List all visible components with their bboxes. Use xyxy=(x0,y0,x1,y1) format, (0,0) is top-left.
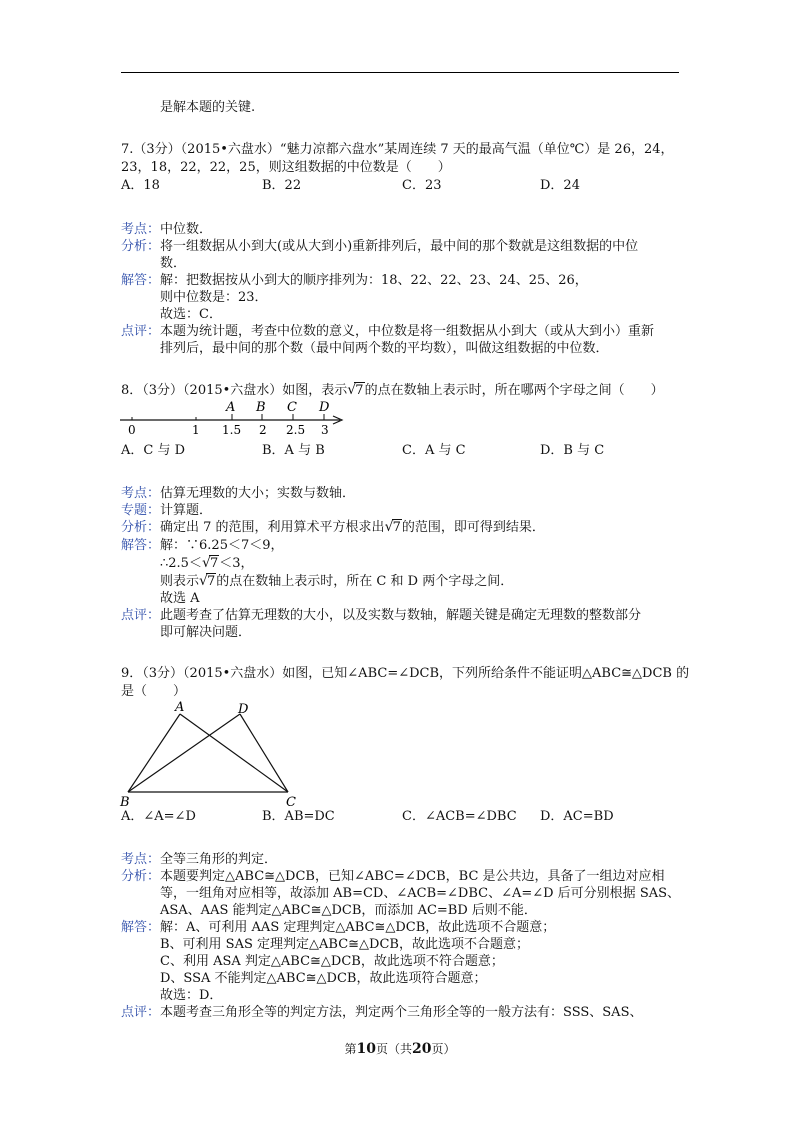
q7-jieda-3: 故选：C． xyxy=(160,307,222,322)
dianping-label: 点评： xyxy=(121,608,161,623)
q8-dianping xyxy=(121,608,641,624)
number-line-figure xyxy=(118,398,358,438)
point-label-a: A xyxy=(226,400,236,415)
q8-kaodian xyxy=(121,486,355,502)
sqrt-radicand: 7 xyxy=(207,574,216,589)
kaodian-label: 考点： xyxy=(121,222,161,237)
dianping-text: 本题为统计题，考查中位数的意义，中位数是将一组数据从小到大（或从大到小）重新 xyxy=(160,324,655,339)
q9-option-d: D．AC=BD xyxy=(540,809,614,824)
q9-option-a: A．∠A=∠D xyxy=(121,809,196,824)
vertex-label-c: C xyxy=(286,795,296,808)
q9-option-c: C．∠ACB=∠DBC xyxy=(402,809,517,824)
tick-label-2: 2 xyxy=(259,423,267,437)
sqrt-radicand: 7 xyxy=(392,520,401,535)
kaodian-label: 考点： xyxy=(121,486,161,501)
q9-option-b: B．AB=DC xyxy=(262,809,335,824)
triangle-figure xyxy=(118,700,308,808)
q9-jieda-2: B、可利用 SAS 定理判定△ABC≅△DCB，故此选项不合题意； xyxy=(160,937,529,952)
q9-fenxi-3: ASA、AAS 能判定△ABC≅△DCB，而添加 AC=BD 后则不能． xyxy=(160,903,537,918)
sqrt-7: √ 7 xyxy=(384,519,401,535)
q7-dianping-cont: 排列后，最中间的那个数（最中间两个数的平均数），叫做这组数据的中位数． xyxy=(160,341,609,356)
segment-ba xyxy=(128,714,180,792)
footer-pre: 第 xyxy=(344,1042,357,1056)
tick-label-1-5: 1.5 xyxy=(222,423,242,437)
tick-label-0: 0 xyxy=(128,423,136,437)
fenxi-text-a: 确定出 7 的范围，利用算术平方根求出 xyxy=(160,520,385,535)
sqrt-radicand: 7 xyxy=(355,383,364,398)
footer-total-pages: 20 xyxy=(412,1041,432,1057)
q8-stem-b: 的点在数轴上表示时，所在哪两个字母之间（ ） xyxy=(364,383,664,398)
q7-fenxi xyxy=(121,239,638,255)
q8-stem-line1 xyxy=(121,383,664,399)
kaodian-text: 估算无理数的大小；实数与数轴． xyxy=(160,486,356,501)
q7-option-c: C．23 xyxy=(402,178,442,193)
q8-jieda-3 xyxy=(160,574,513,590)
q8-option-a: A．C 与 D xyxy=(121,443,186,458)
q7-kaodian xyxy=(121,222,212,238)
q8-option-c: C．A 与 C xyxy=(402,443,466,458)
sqrt-7: √ 7 xyxy=(347,382,364,398)
q9-jieda-3: C、利用 ASA 判定△ABC≅△DCB，故此选项不符合题意； xyxy=(160,954,504,969)
q7-jieda xyxy=(121,273,588,289)
q8-stem-a: 8．（3分）（2015•六盘水）如图，表示 xyxy=(121,383,348,398)
q9-dianping xyxy=(121,1005,642,1021)
q7-stem-line2: 23，18，22，22，25，则这组数据的中位数是（ ） xyxy=(121,160,451,175)
footer-page-number: 10 xyxy=(356,1041,376,1057)
tick-label-2-5: 2.5 xyxy=(286,423,306,437)
segment-dc xyxy=(240,714,288,792)
q8-jieda xyxy=(121,538,284,554)
q8-jieda-4: 故选 A xyxy=(160,591,200,606)
fenxi-label: 分析： xyxy=(121,239,161,254)
tick-label-1: 1 xyxy=(192,423,200,437)
footer-mid: 页（共 xyxy=(375,1042,412,1056)
q7-dianping xyxy=(121,324,654,340)
fenxi-label: 分析： xyxy=(121,869,161,884)
dianping-text: 本题考查三角形全等的判定方法，判定两个三角形全等的一般方法有：SSS、SAS、 xyxy=(160,1005,643,1020)
dianping-label: 点评： xyxy=(121,1005,161,1020)
point-label-b: B xyxy=(256,400,266,415)
q9-kaodian xyxy=(121,852,277,868)
prev-text: 是解本题的关键. xyxy=(160,100,256,115)
kaodian-text: 全等三角形的判定． xyxy=(160,852,278,867)
segment-bd xyxy=(128,714,240,792)
q7-stem-line1: 7.（3分）（2015•六盘水）“魅力凉都六盘水”某周连续 7 天的最高气温（单位℃）是 26，24， xyxy=(121,142,674,157)
q8-jieda-2 xyxy=(160,556,254,572)
header-rule xyxy=(121,72,679,73)
q9-stem-line2: 是（ ） xyxy=(121,684,187,699)
q7-option-d: D．24 xyxy=(540,178,580,193)
point-label-c: C xyxy=(287,400,297,415)
q8-dianping-cont: 即可解决问题． xyxy=(160,625,252,640)
q9-fenxi-2: 等，一组角对应相等，故添加 AB=CD、∠ACB=∠DBC、∠A=∠D 后可分别根据 SAS、 xyxy=(160,886,681,901)
page-footer xyxy=(0,1040,800,1057)
fenxi-text: 将一组数据从小到大(或从大到小)重新排列后，最中间的那个数就是这组数据的中位 xyxy=(160,239,639,254)
segment-ac xyxy=(180,714,288,792)
jieda-text: 解：把数据按从小到大的顺序排列为：18、22、22、23、24、25、26， xyxy=(160,273,588,288)
dianping-label: 点评： xyxy=(121,324,161,339)
jieda3-b: 的点在数轴上表示时，所在 C 和 D 两个字母之间． xyxy=(216,574,514,589)
fenxi-text-b: 的范围，即可得到结果． xyxy=(401,520,545,535)
tick-label-3: 3 xyxy=(321,423,329,437)
q7-option-a: A．18 xyxy=(121,178,160,193)
point-label-d: D xyxy=(319,400,330,415)
vertex-label-b: B xyxy=(120,795,130,808)
q7-jieda-2: 则中位数是：23． xyxy=(160,290,268,305)
q9-jieda xyxy=(121,920,555,936)
jieda2-b: ＜3， xyxy=(219,556,254,571)
q8-option-b: B．A 与 B xyxy=(262,443,325,458)
q7-option-b: B．22 xyxy=(262,178,302,193)
sqrt-radicand: 7 xyxy=(209,556,219,571)
jieda-label: 解答： xyxy=(121,273,161,288)
q8-option-d: D．B 与 C xyxy=(540,443,605,458)
q9-stem-line1: 9．（3分）（2015•六盘水）如图，已知∠ABC=∠DCB，下列所给条件不能证明△ABC≅△DCB 的 xyxy=(121,666,690,681)
q9-jieda-4: D、SSA 不能判定△ABC≅△DCB，故此选项符合题意； xyxy=(160,971,487,986)
vertex-label-a: A xyxy=(175,700,185,715)
jieda-text: 解：∵6.25＜7＜9， xyxy=(160,538,284,553)
jieda2-a: ∴2.5＜ xyxy=(160,556,202,571)
dianping-text: 此题考查了估算无理数的大小，以及实数与数轴，解题关键是确定无理数的整数部分 xyxy=(160,608,642,623)
kaodian-text: 中位数． xyxy=(160,222,213,237)
jieda-label: 解答： xyxy=(121,538,161,553)
q8-fenxi xyxy=(121,520,545,536)
q8-zhuanti xyxy=(121,503,212,519)
fenxi-text: 本题要判定△ABC≅△DCB，已知∠ABC=∠DCB，BC 是公共边，具备了一组边对应相 xyxy=(160,869,665,884)
kaodian-label: 考点： xyxy=(121,852,161,867)
sqrt-7: √ 7 xyxy=(199,573,216,589)
q7-fenxi-cont: 数． xyxy=(160,256,187,271)
sqrt-7: √ 7 xyxy=(201,555,219,571)
jieda-label: 解答： xyxy=(121,920,161,935)
fenxi-label: 分析： xyxy=(121,520,161,535)
footer-post: 页） xyxy=(431,1042,456,1056)
q9-fenxi xyxy=(121,869,665,885)
vertex-label-d: D xyxy=(238,702,249,717)
jieda3-a: 则表示 xyxy=(160,574,200,589)
q9-jieda-5: 故选：D． xyxy=(160,988,223,1003)
zhuanti-text: 计算题． xyxy=(160,503,213,518)
zhuanti-label: 专题： xyxy=(121,503,161,518)
jieda-text: 解：A、可利用 AAS 定理判定△ABC≅△DCB，故此选项不合题意； xyxy=(160,920,556,935)
